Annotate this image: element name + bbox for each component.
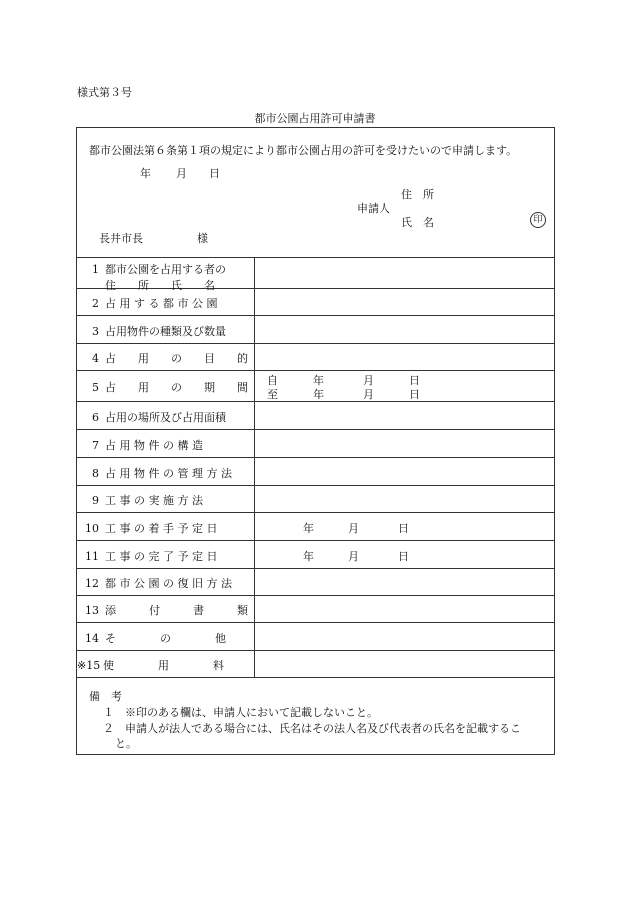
period-from-day: 日: [409, 374, 420, 387]
row-12-number: 12: [85, 577, 99, 590]
row-10-number: 10: [85, 522, 99, 535]
date-month: 月: [176, 167, 187, 180]
row-9-input[interactable]: [256, 487, 552, 511]
row-4-input[interactable]: [256, 345, 552, 369]
remark-1-text: ※印のある欄は、申請人において記載しないこと。: [125, 706, 378, 719]
application-form: [76, 127, 555, 755]
period-from-month: 月: [363, 374, 374, 387]
start-date-year: 年: [303, 522, 314, 535]
period-to-year: 年: [313, 388, 324, 401]
form-number: 様式第３号: [77, 86, 132, 99]
period-to-label: 至: [267, 388, 278, 401]
row-8-number: 8: [92, 467, 99, 480]
applicant-label: 申請人: [357, 202, 390, 215]
remark-2: [103, 720, 521, 736]
row-11-number: 11: [85, 550, 99, 563]
row-13-input[interactable]: [256, 597, 552, 621]
row-14-label-text: そ の 他: [105, 632, 226, 645]
row-12-label: [79, 575, 251, 591]
row-3-number: 3: [92, 325, 99, 338]
addressee-honorific: 様: [197, 232, 208, 245]
row-2-input[interactable]: [256, 290, 552, 314]
address-label: 住 所: [401, 188, 434, 201]
row-15-label: [79, 657, 251, 673]
row-6-label: [79, 409, 251, 425]
remark-1-number: １: [103, 706, 114, 719]
row-14-number: 14: [85, 632, 99, 645]
row-13-label-text: 添 付 書 類: [105, 604, 248, 617]
row-10-label-text: 工 事 の 着 手 予 定 日: [105, 522, 218, 535]
row-3-label: [79, 323, 251, 339]
date-year: 年: [140, 167, 151, 180]
row-12-input[interactable]: [256, 570, 552, 594]
name-label: 氏 名: [401, 216, 434, 229]
period-from-label: 自: [267, 374, 278, 387]
row-15-input[interactable]: [256, 652, 552, 676]
row-8-label-text: 占 用 物 件 の 管 理 方 法: [105, 467, 232, 480]
remark-2-text-line1: 申請人が法人である場合には、氏名はその法人名及び代表者の氏名を記載するこ: [125, 722, 521, 735]
row-5-label: [79, 379, 251, 395]
row-15-number: ※15: [77, 659, 101, 672]
row-7-input[interactable]: [256, 431, 552, 455]
row-14-input[interactable]: [256, 624, 552, 648]
row-2-number: 2: [92, 297, 99, 310]
row-5-label-text: 占 用 の 期 間: [105, 381, 248, 394]
remark-1: [103, 704, 378, 720]
period-to-day: 日: [409, 388, 420, 401]
row-7-label-text: 占 用 物 件 の 構 造: [105, 439, 203, 452]
row-9-number: 9: [92, 494, 99, 507]
row-7-number: 7: [92, 439, 99, 452]
row-1-label-line2: 住 所 氏 名: [105, 279, 215, 292]
row-1-number: 1: [92, 263, 99, 276]
end-date-year: 年: [303, 550, 314, 563]
row-9-label: [79, 492, 251, 508]
intro-text: 都市公園法第６条第１項の規定により都市公園占用の許可を受けたいので申請します。: [89, 144, 518, 157]
row-15-label-text: 使 用 料: [103, 659, 224, 672]
row-4-number: 4: [92, 352, 99, 365]
end-date-month: 月: [348, 550, 359, 563]
period-from-year: 年: [313, 374, 324, 387]
row-13-number: 13: [85, 604, 99, 617]
row-7-label: [79, 437, 251, 453]
document-title: 都市公園占用許可申請書: [254, 112, 376, 125]
row-4-label: [79, 350, 251, 366]
remarks-heading: 備 考: [89, 690, 122, 703]
row-1-input[interactable]: [256, 259, 552, 287]
end-date-day: 日: [398, 550, 409, 563]
row-1-label: [79, 261, 251, 293]
start-date-day: 日: [398, 522, 409, 535]
date-day: 日: [209, 167, 220, 180]
row-3-label-text: 占用物件の種類及び数量: [105, 325, 226, 338]
row-5-number: 5: [92, 381, 99, 394]
row-6-input[interactable]: [256, 404, 552, 428]
row-2-label-text: 占 用 す る 都 市 公 園: [105, 297, 218, 310]
addressee-name: 長井市長: [99, 232, 143, 245]
row-8-label: [79, 465, 251, 481]
row-13-label: [79, 602, 251, 618]
period-to-month: 月: [363, 388, 374, 401]
row-12-label-text: 都 市 公 園 の 復 旧 方 法: [105, 577, 232, 590]
row-11-label: [79, 548, 251, 564]
row-4-label-text: 占 用 の 目 的: [105, 352, 248, 365]
remark-2-number: ２: [103, 722, 114, 735]
row-8-input[interactable]: [256, 459, 552, 483]
start-date-month: 月: [348, 522, 359, 535]
row-11-label-text: 工 事 の 完 了 予 定 日: [105, 550, 218, 563]
row-9-label-text: 工 事 の 実 施 方 法: [105, 494, 203, 507]
row-14-label: [79, 630, 251, 646]
row-10-label: [79, 520, 251, 536]
row-3-input[interactable]: [256, 317, 552, 341]
row-6-number: 6: [92, 411, 99, 424]
remark-2-text-line2: と。: [115, 737, 137, 750]
row-6-label-text: 占用の場所及び占用面積: [105, 411, 226, 424]
seal-mark: 印: [530, 212, 546, 228]
row-2-label: [79, 295, 251, 311]
row-1-label-line1: 都市公園を占用する者の: [105, 263, 226, 276]
